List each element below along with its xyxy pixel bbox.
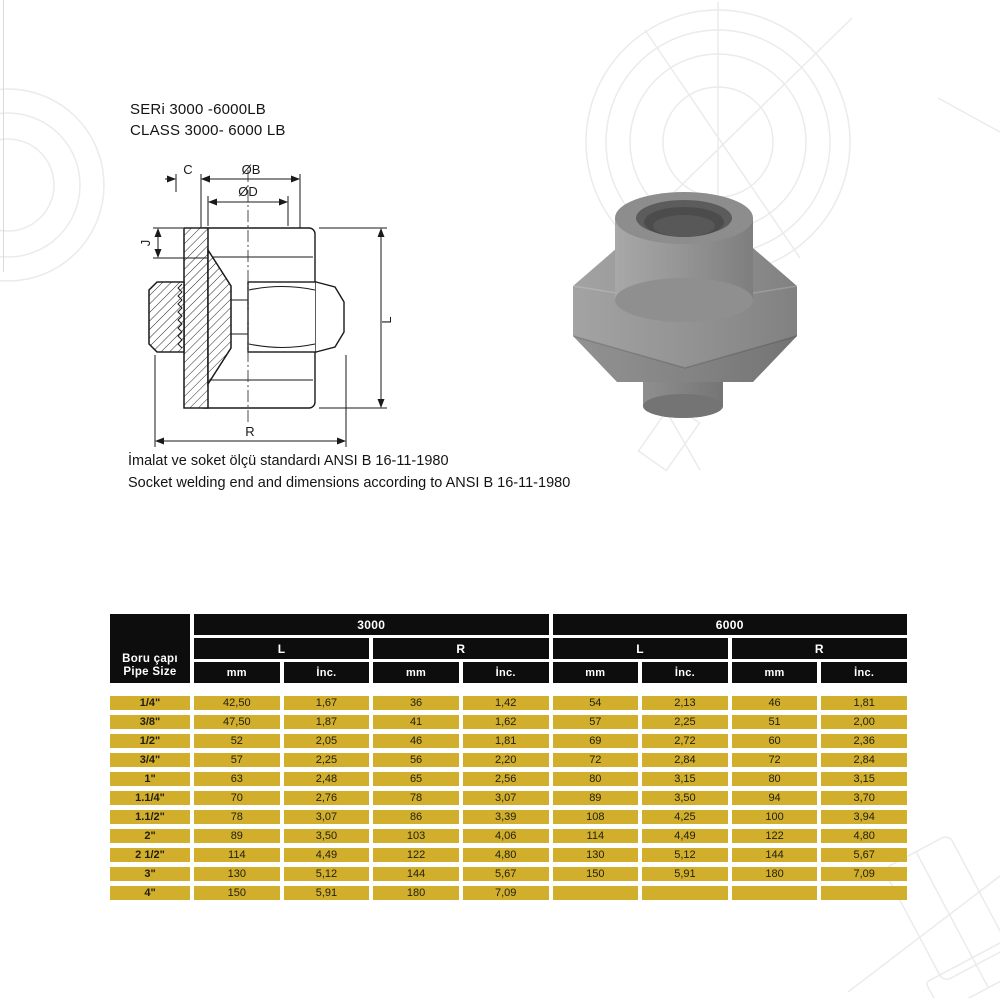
unit-header-inc: İnc. <box>642 662 728 683</box>
dimension-value-cell: 89 <box>553 791 639 805</box>
unit-header-inc: İnc. <box>821 662 907 683</box>
dimension-value-cell: 2,72 <box>642 734 728 748</box>
dimension-value-cell: 130 <box>194 867 280 881</box>
subcol-header-r: R <box>732 638 907 659</box>
dimension-value-cell: 5,12 <box>284 867 370 881</box>
dimension-value-cell: 57 <box>553 715 639 729</box>
pipe-size-cell: 3/8" <box>110 715 190 729</box>
dimension-value-cell: 2,36 <box>821 734 907 748</box>
pipe-size-cell: 1.1/4" <box>110 791 190 805</box>
dimension-value-cell: 51 <box>732 715 818 729</box>
pipe-size-cell: 1/4" <box>110 696 190 710</box>
dimension-value-cell: 5,12 <box>642 848 728 862</box>
dimension-value-cell: 3,15 <box>642 772 728 786</box>
dimension-value-cell: 72 <box>553 753 639 767</box>
dim-label-c: C <box>183 162 193 177</box>
dimension-value-cell: 1,81 <box>463 734 549 748</box>
dimension-value-cell: 144 <box>732 848 818 862</box>
dimension-value-cell: 2,76 <box>284 791 370 805</box>
dimension-value-cell: 7,09 <box>821 867 907 881</box>
dim-label-l: L <box>379 316 394 324</box>
pipe-size-header <box>110 614 190 683</box>
dimension-value-cell: 3,15 <box>821 772 907 786</box>
dimension-value-cell: 2,20 <box>463 753 549 767</box>
dimension-value-cell: 2,25 <box>642 715 728 729</box>
unit-header-inc: İnc. <box>463 662 549 683</box>
dimension-value-cell: 46 <box>373 734 459 748</box>
unit-header-mm: mm <box>553 662 639 683</box>
pipe-size-cell: 4" <box>110 886 190 900</box>
dimension-value-cell: 180 <box>732 867 818 881</box>
dimension-value-cell: 5,67 <box>821 848 907 862</box>
standard-note-english: Socket welding end and dimensions according to ANSI B 16-11-1980 <box>128 475 571 491</box>
dimension-value-cell: 2,48 <box>284 772 370 786</box>
dimension-value-cell: 94 <box>732 791 818 805</box>
standard-note-turkish: İmalat ve soket ölçü standardı ANSI B 16-11-1980 <box>128 453 449 469</box>
pipe-size-cell: 3/4" <box>110 753 190 767</box>
dimension-value-cell: 89 <box>194 829 280 843</box>
drawing-hex-nut <box>248 282 344 352</box>
dimension-value-cell: 114 <box>553 829 639 843</box>
render-bore-bottom <box>653 215 715 237</box>
dimension-value-cell: 114 <box>194 848 280 862</box>
dimension-value-cell: 2,25 <box>284 753 370 767</box>
dimension-value-cell: 63 <box>194 772 280 786</box>
dimension-value-cell: 2,56 <box>463 772 549 786</box>
dimension-value-cell: 80 <box>553 772 639 786</box>
dimension-value-cell: 5,67 <box>463 867 549 881</box>
dimension-value-cell: 46 <box>732 696 818 710</box>
dimension-value-cell: 5,91 <box>642 867 728 881</box>
dimension-value-cell: 3,50 <box>642 791 728 805</box>
group-header-6000: 6000 <box>553 614 908 635</box>
dimension-value-cell: 5,91 <box>284 886 370 900</box>
table-header <box>110 614 907 683</box>
scan-edge-line <box>3 0 4 272</box>
unit-header-inc: İnc. <box>284 662 370 683</box>
table-body <box>110 696 907 900</box>
subcol-header-r: R <box>373 638 548 659</box>
dimension-value-cell: 4,80 <box>463 848 549 862</box>
dimension-value-cell: 60 <box>732 734 818 748</box>
subcol-header-l: L <box>553 638 728 659</box>
dimension-value-cell <box>821 886 907 900</box>
dim-label-r: R <box>245 424 255 439</box>
group-header-3000: 3000 <box>194 614 549 635</box>
dimension-value-cell: 2,00 <box>821 715 907 729</box>
dimension-value-cell: 4,80 <box>821 829 907 843</box>
dimension-value-cell: 3,94 <box>821 810 907 824</box>
dim-label-od: ØD <box>238 184 258 199</box>
dimension-value-cell: 80 <box>732 772 818 786</box>
dimension-value-cell: 2,84 <box>821 753 907 767</box>
dimension-value-cell: 150 <box>553 867 639 881</box>
dimension-value-cell: 47,50 <box>194 715 280 729</box>
dimension-value-cell: 4,25 <box>642 810 728 824</box>
render-top-socket <box>615 192 753 322</box>
dimension-value-cell: 1,62 <box>463 715 549 729</box>
dimension-value-cell: 2,05 <box>284 734 370 748</box>
unit-header-mm: mm <box>373 662 459 683</box>
dimension-value-cell: 65 <box>373 772 459 786</box>
series-title <box>130 99 286 141</box>
dimension-value-cell: 150 <box>194 886 280 900</box>
dimension-value-cell: 42,50 <box>194 696 280 710</box>
dimension-value-cell: 3,07 <box>463 791 549 805</box>
dimension-value-cell: 1,87 <box>284 715 370 729</box>
dimension-value-cell: 1,81 <box>821 696 907 710</box>
dimension-value-cell: 70 <box>194 791 280 805</box>
dimension-value-cell: 108 <box>553 810 639 824</box>
dimension-value-cell: 144 <box>373 867 459 881</box>
unit-header-mm: mm <box>732 662 818 683</box>
dimension-value-cell <box>642 886 728 900</box>
dimension-value-cell: 69 <box>553 734 639 748</box>
series-title-line2: CLASS 3000- 6000 LB <box>130 122 286 139</box>
dimension-value-cell: 86 <box>373 810 459 824</box>
dimension-value-cell: 54 <box>553 696 639 710</box>
dimension-value-cell: 3,70 <box>821 791 907 805</box>
dimension-value-cell: 3,39 <box>463 810 549 824</box>
dimension-value-cell <box>553 886 639 900</box>
dimension-value-cell: 103 <box>373 829 459 843</box>
dimension-value-cell: 4,49 <box>642 829 728 843</box>
subcol-header-l: L <box>194 638 369 659</box>
series-title-line1: SERi 3000 -6000LB <box>130 101 266 118</box>
pipe-size-cell: 2" <box>110 829 190 843</box>
dimension-value-cell: 72 <box>732 753 818 767</box>
pipe-size-header-line2: Pipe Size <box>123 666 177 678</box>
dimension-value-cell: 41 <box>373 715 459 729</box>
dimension-value-cell: 3,07 <box>284 810 370 824</box>
pipe-size-cell: 1/2" <box>110 734 190 748</box>
dim-label-j: J <box>138 239 153 247</box>
dimension-value-cell: 36 <box>373 696 459 710</box>
dimension-value-cell: 130 <box>553 848 639 862</box>
dimension-value-cell: 7,09 <box>463 886 549 900</box>
pipe-size-cell: 1.1/2" <box>110 810 190 824</box>
dimension-value-cell: 57 <box>194 753 280 767</box>
dimension-value-cell: 100 <box>732 810 818 824</box>
dim-label-ob: ØB <box>241 162 261 177</box>
dimension-value-cell: 122 <box>732 829 818 843</box>
fitting-3d-render <box>560 178 810 428</box>
standard-notes <box>128 450 570 494</box>
pipe-size-cell: 2 1/2" <box>110 848 190 862</box>
pipe-size-cell: 3" <box>110 867 190 881</box>
dimension-value-cell: 78 <box>194 810 280 824</box>
dimension-value-cell: 56 <box>373 753 459 767</box>
dimension-value-cell: 4,06 <box>463 829 549 843</box>
dimension-value-cell <box>732 886 818 900</box>
pipe-size-header-line1: Boru çapı <box>122 653 178 665</box>
dimension-value-cell: 2,13 <box>642 696 728 710</box>
dimension-value-cell: 180 <box>373 886 459 900</box>
dimension-value-cell: 3,50 <box>284 829 370 843</box>
dimension-value-cell: 4,49 <box>284 848 370 862</box>
technical-drawing <box>113 162 418 454</box>
render-bottom-face <box>643 394 723 418</box>
dimension-value-cell: 78 <box>373 791 459 805</box>
dimension-value-cell: 1,67 <box>284 696 370 710</box>
unit-header-mm: mm <box>194 662 280 683</box>
pipe-size-cell: 1" <box>110 772 190 786</box>
dimension-value-cell: 1,42 <box>463 696 549 710</box>
dimension-value-cell: 122 <box>373 848 459 862</box>
dimension-table <box>110 614 907 900</box>
dimension-value-cell: 2,84 <box>642 753 728 767</box>
dimension-value-cell: 52 <box>194 734 280 748</box>
